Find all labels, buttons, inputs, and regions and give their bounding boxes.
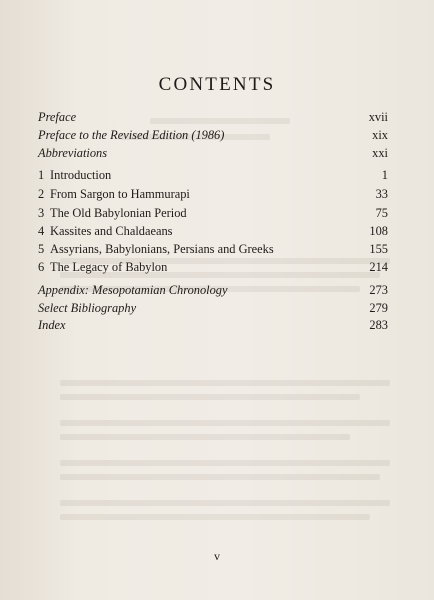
chapter-title: From Sargon to Hammurapi bbox=[50, 187, 190, 201]
page-folio: v bbox=[214, 549, 220, 563]
chapter-number: 6 bbox=[38, 260, 45, 274]
toc-page-number: 1 bbox=[381, 168, 388, 182]
toc-entry-label: Appendix: Mesopotamian Chronology bbox=[38, 283, 228, 297]
toc-page-number: 283 bbox=[369, 318, 388, 332]
toc-page-number: 279 bbox=[369, 301, 388, 315]
toc-entry-label: Preface to the Revised Edition (1986) bbox=[38, 128, 225, 142]
toc-page-number: 33 bbox=[375, 187, 388, 201]
toc-chapter-4[interactable] bbox=[38, 222, 388, 240]
toc-entry-preface-revised[interactable] bbox=[38, 126, 388, 144]
toc-chapter-5[interactable] bbox=[38, 240, 388, 258]
chapter-title: Assyrians, Babylonians, Persians and Greeks bbox=[50, 242, 274, 256]
toc-entry-label: Abbreviations bbox=[38, 146, 108, 160]
page-title: CONTENTS bbox=[158, 73, 276, 95]
toc-page-number: xvii bbox=[368, 110, 388, 124]
toc-chapter-1[interactable] bbox=[38, 166, 388, 184]
chapter-number: 3 bbox=[38, 206, 45, 220]
toc-chapter-6[interactable] bbox=[38, 258, 388, 276]
toc-page-number: 75 bbox=[375, 206, 388, 220]
toc-entry-label: Select Bibliography bbox=[38, 301, 137, 315]
toc-entry-abbreviations[interactable] bbox=[38, 144, 388, 162]
toc-entry-preface[interactable] bbox=[38, 108, 388, 126]
chapter-title: The Legacy of Babylon bbox=[50, 260, 168, 274]
chapter-number: 2 bbox=[38, 187, 45, 201]
chapter-title: Introduction bbox=[50, 168, 112, 182]
toc-page-number: 155 bbox=[369, 242, 388, 256]
toc-chapter-2[interactable] bbox=[38, 185, 388, 203]
toc-entry-label: Index bbox=[38, 318, 66, 332]
chapter-title: The Old Babylonian Period bbox=[50, 206, 187, 220]
chapter-title: Kassites and Chaldaeans bbox=[50, 224, 173, 238]
chapter-number: 5 bbox=[38, 242, 45, 256]
toc-page-number: 273 bbox=[369, 283, 388, 297]
toc-page-number: 108 bbox=[369, 224, 388, 238]
toc-chapter-3[interactable] bbox=[38, 204, 388, 222]
toc-page-number: xix bbox=[372, 128, 388, 142]
chapter-number: 4 bbox=[38, 224, 45, 238]
chapter-number: 1 bbox=[38, 168, 45, 182]
toc-entry-label: Preface bbox=[38, 110, 77, 124]
toc-entry-bibliography[interactable] bbox=[38, 299, 388, 317]
toc-entry-index[interactable] bbox=[38, 316, 388, 334]
toc-entry-appendix[interactable] bbox=[38, 281, 388, 299]
toc-page-number: xxi bbox=[372, 146, 388, 160]
toc-page-number: 214 bbox=[369, 260, 388, 274]
